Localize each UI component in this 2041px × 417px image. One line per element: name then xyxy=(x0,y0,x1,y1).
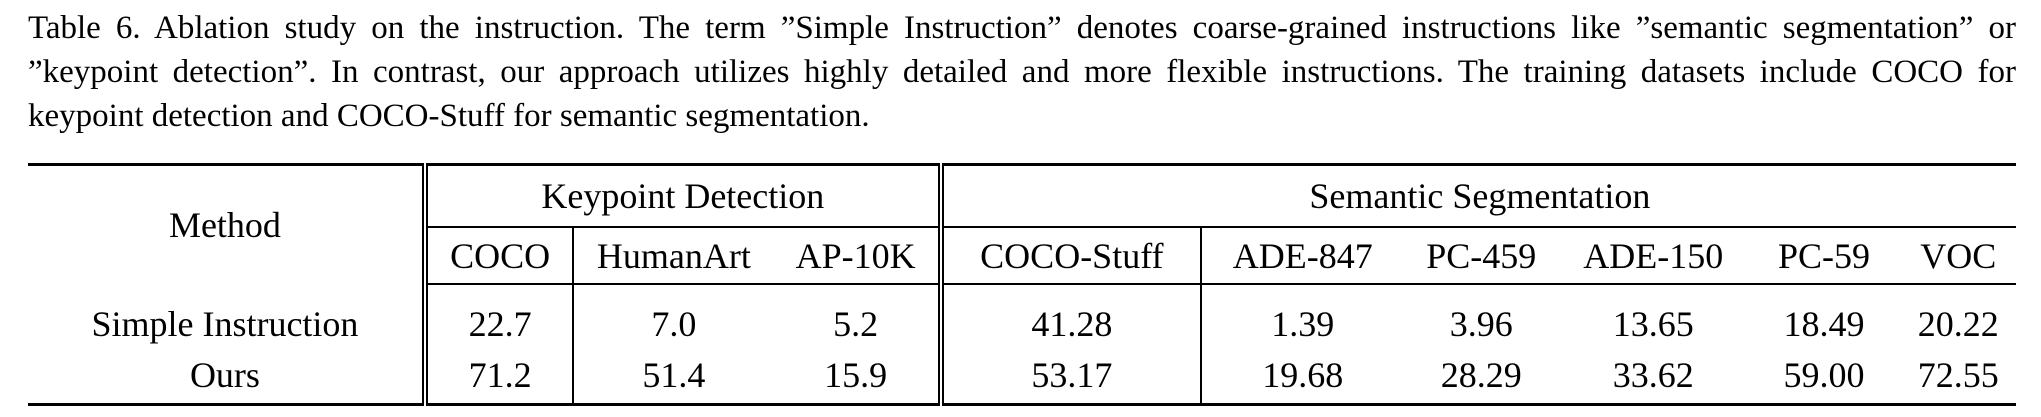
method-header: Method xyxy=(28,165,425,285)
table-cell: 22.7 xyxy=(425,284,573,347)
ablation-table xyxy=(28,163,2016,406)
table-cell: 72.55 xyxy=(1917,355,1999,395)
table-cell: 13.65 xyxy=(1612,304,1694,344)
table-cell: 15.9 xyxy=(773,347,940,405)
column-header-coco-stuff: COCO-Stuff xyxy=(941,227,1201,284)
column-header-ade-847: ADE-847 xyxy=(1201,227,1404,284)
keypoint-detection-header: Keypoint Detection xyxy=(425,165,941,228)
table-cell: 7.0 xyxy=(651,304,697,344)
table-cell: 18.49 xyxy=(1783,304,1865,344)
table-cell: 59.00 xyxy=(1783,355,1865,395)
table-cell: 20.22 xyxy=(1917,304,1999,344)
table-row xyxy=(28,347,2016,405)
table-cell: 33.62 xyxy=(1612,355,1694,395)
column-header-pc-59: PC-59 xyxy=(1747,227,1900,284)
table-cell: 1.39 xyxy=(1271,304,1335,344)
column-header-pc-459: PC-459 xyxy=(1404,227,1559,284)
column-header-coco: COCO xyxy=(425,227,573,284)
table-cell: 51.4 xyxy=(642,355,706,395)
column-header-ap-10k: AP-10K xyxy=(773,227,940,284)
table-cell: 71.2 xyxy=(425,347,573,405)
row-method: Ours xyxy=(28,347,425,405)
table-cell: 3.96 xyxy=(1449,304,1513,344)
table-cell: 53.17 xyxy=(941,347,1201,405)
table-cell: 41.28 xyxy=(941,284,1201,347)
table-row xyxy=(28,284,2016,347)
row-method: Simple Instruction xyxy=(28,284,425,347)
semantic-segmentation-header: Semantic Segmentation xyxy=(941,165,2016,228)
table-cell: 19.68 xyxy=(1262,355,1344,395)
column-header-voc: VOC xyxy=(1901,227,2016,284)
table-cell: 28.29 xyxy=(1440,355,1522,395)
table-caption: Table 6. Ablation study on the instruction. The term ”Simple Instruction” denotes coarse-grained instructions like ”semantic segmentation” or ”keypoint detection”. In contrast, our approach utilizes highly detailed and more flexible instructions. The training datasets include COCO for keypoint detection and COCO-Stuff for semantic segmentation. xyxy=(28,10,2016,134)
column-header-humanart: HumanArt xyxy=(573,227,773,284)
table-cell: 5.2 xyxy=(773,284,940,347)
column-header-ade-150: ADE-150 xyxy=(1559,227,1747,284)
